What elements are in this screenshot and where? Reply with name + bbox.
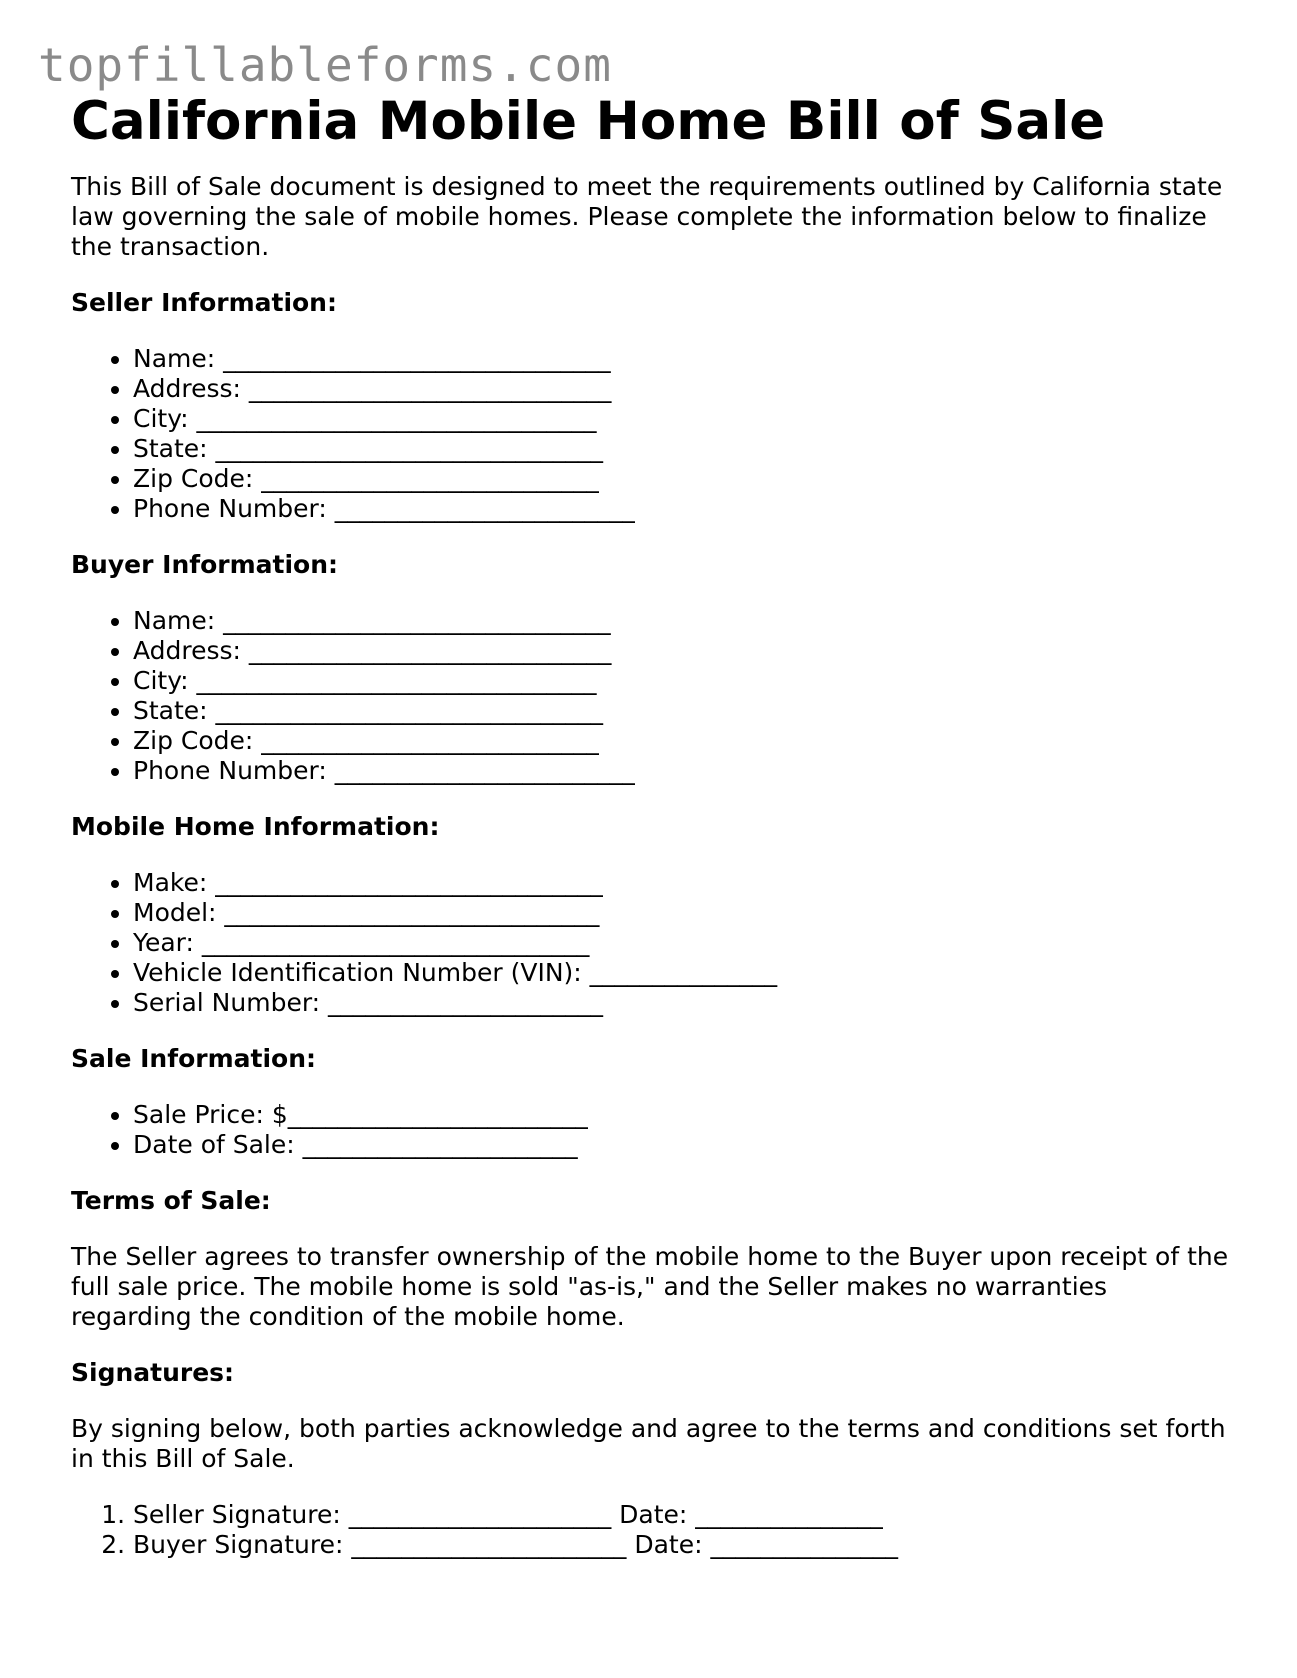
sale-heading: Sale Information: [71, 1044, 316, 1073]
seller-zip-field[interactable]: • Zip Code: ___________________________ [133, 464, 1231, 494]
sale-field-list [71, 1100, 1231, 1160]
buyer-heading: Buyer Information: [71, 550, 339, 579]
seller-heading: Seller Information: [71, 288, 337, 317]
sale-price-field[interactable]: • Sale Price: $________________________ [133, 1100, 1231, 1130]
home-make-field[interactable]: • Make: _______________________________ [133, 868, 1231, 898]
home-field-list [71, 868, 1231, 1018]
seller-state-field[interactable]: • State: _______________________________ [133, 434, 1231, 464]
buyer-name-field[interactable]: • Name: _______________________________ [133, 606, 1231, 636]
buyer-phone-field[interactable]: • Phone Number: ________________________ [133, 756, 1231, 786]
terms-paragraph: The Seller agrees to transfer ownership of the mobile home to the Buyer upon receipt of the full sale price. The mobile home is sold "as-is," and the Seller makes no warranties regarding the condition of the mobile home. [71, 1242, 1229, 1331]
signatures-heading: Signatures: [71, 1358, 235, 1387]
buyer-address-field[interactable]: • Address: _____________________________ [133, 636, 1231, 666]
seller-signature-line[interactable]: 1. Seller Signature: _____________________ Date: _______________ [133, 1500, 1231, 1530]
buyer-city-field[interactable]: • City: ________________________________ [133, 666, 1231, 696]
home-model-field[interactable]: • Model: ______________________________ [133, 898, 1231, 928]
home-heading: Mobile Home Information: [71, 812, 440, 841]
watermark: topfillableforms.com [38, 38, 612, 92]
seller-name-field[interactable]: • Name: _______________________________ [133, 344, 1231, 374]
seller-phone-field[interactable]: • Phone Number: ________________________ [133, 494, 1231, 524]
sale-date-field[interactable]: • Date of Sale: ______________________ [133, 1130, 1231, 1160]
home-year-field[interactable]: • Year: _______________________________ [133, 928, 1231, 958]
seller-field-list [71, 344, 1231, 524]
buyer-state-field[interactable]: • State: _______________________________ [133, 696, 1231, 726]
home-vin-field[interactable]: • Vehicle Identification Number (VIN): _______________ [133, 958, 1231, 988]
buyer-zip-field[interactable]: • Zip Code: ___________________________ [133, 726, 1231, 756]
document-title: California Mobile Home Bill of Sale [71, 91, 1106, 152]
terms-heading: Terms of Sale: [71, 1186, 271, 1215]
document-page [71, 86, 1231, 1560]
signature-list [71, 1500, 1231, 1560]
seller-address-field[interactable]: • Address: _____________________________ [133, 374, 1231, 404]
buyer-signature-line[interactable]: 2. Buyer Signature: ______________________ Date: _______________ [133, 1530, 1231, 1560]
home-serial-field[interactable]: • Serial Number: ______________________ [133, 988, 1231, 1018]
signatures-paragraph: By signing below, both parties acknowledge and agree to the terms and conditions set forth in this Bill of Sale. [71, 1414, 1226, 1473]
intro-paragraph: This Bill of Sale document is designed to meet the requirements outlined by California state law governing the sale of mobile homes. Please complete the information below to finalize the transaction. [71, 172, 1223, 261]
buyer-field-list [71, 606, 1231, 786]
seller-city-field[interactable]: • City: ________________________________ [133, 404, 1231, 434]
